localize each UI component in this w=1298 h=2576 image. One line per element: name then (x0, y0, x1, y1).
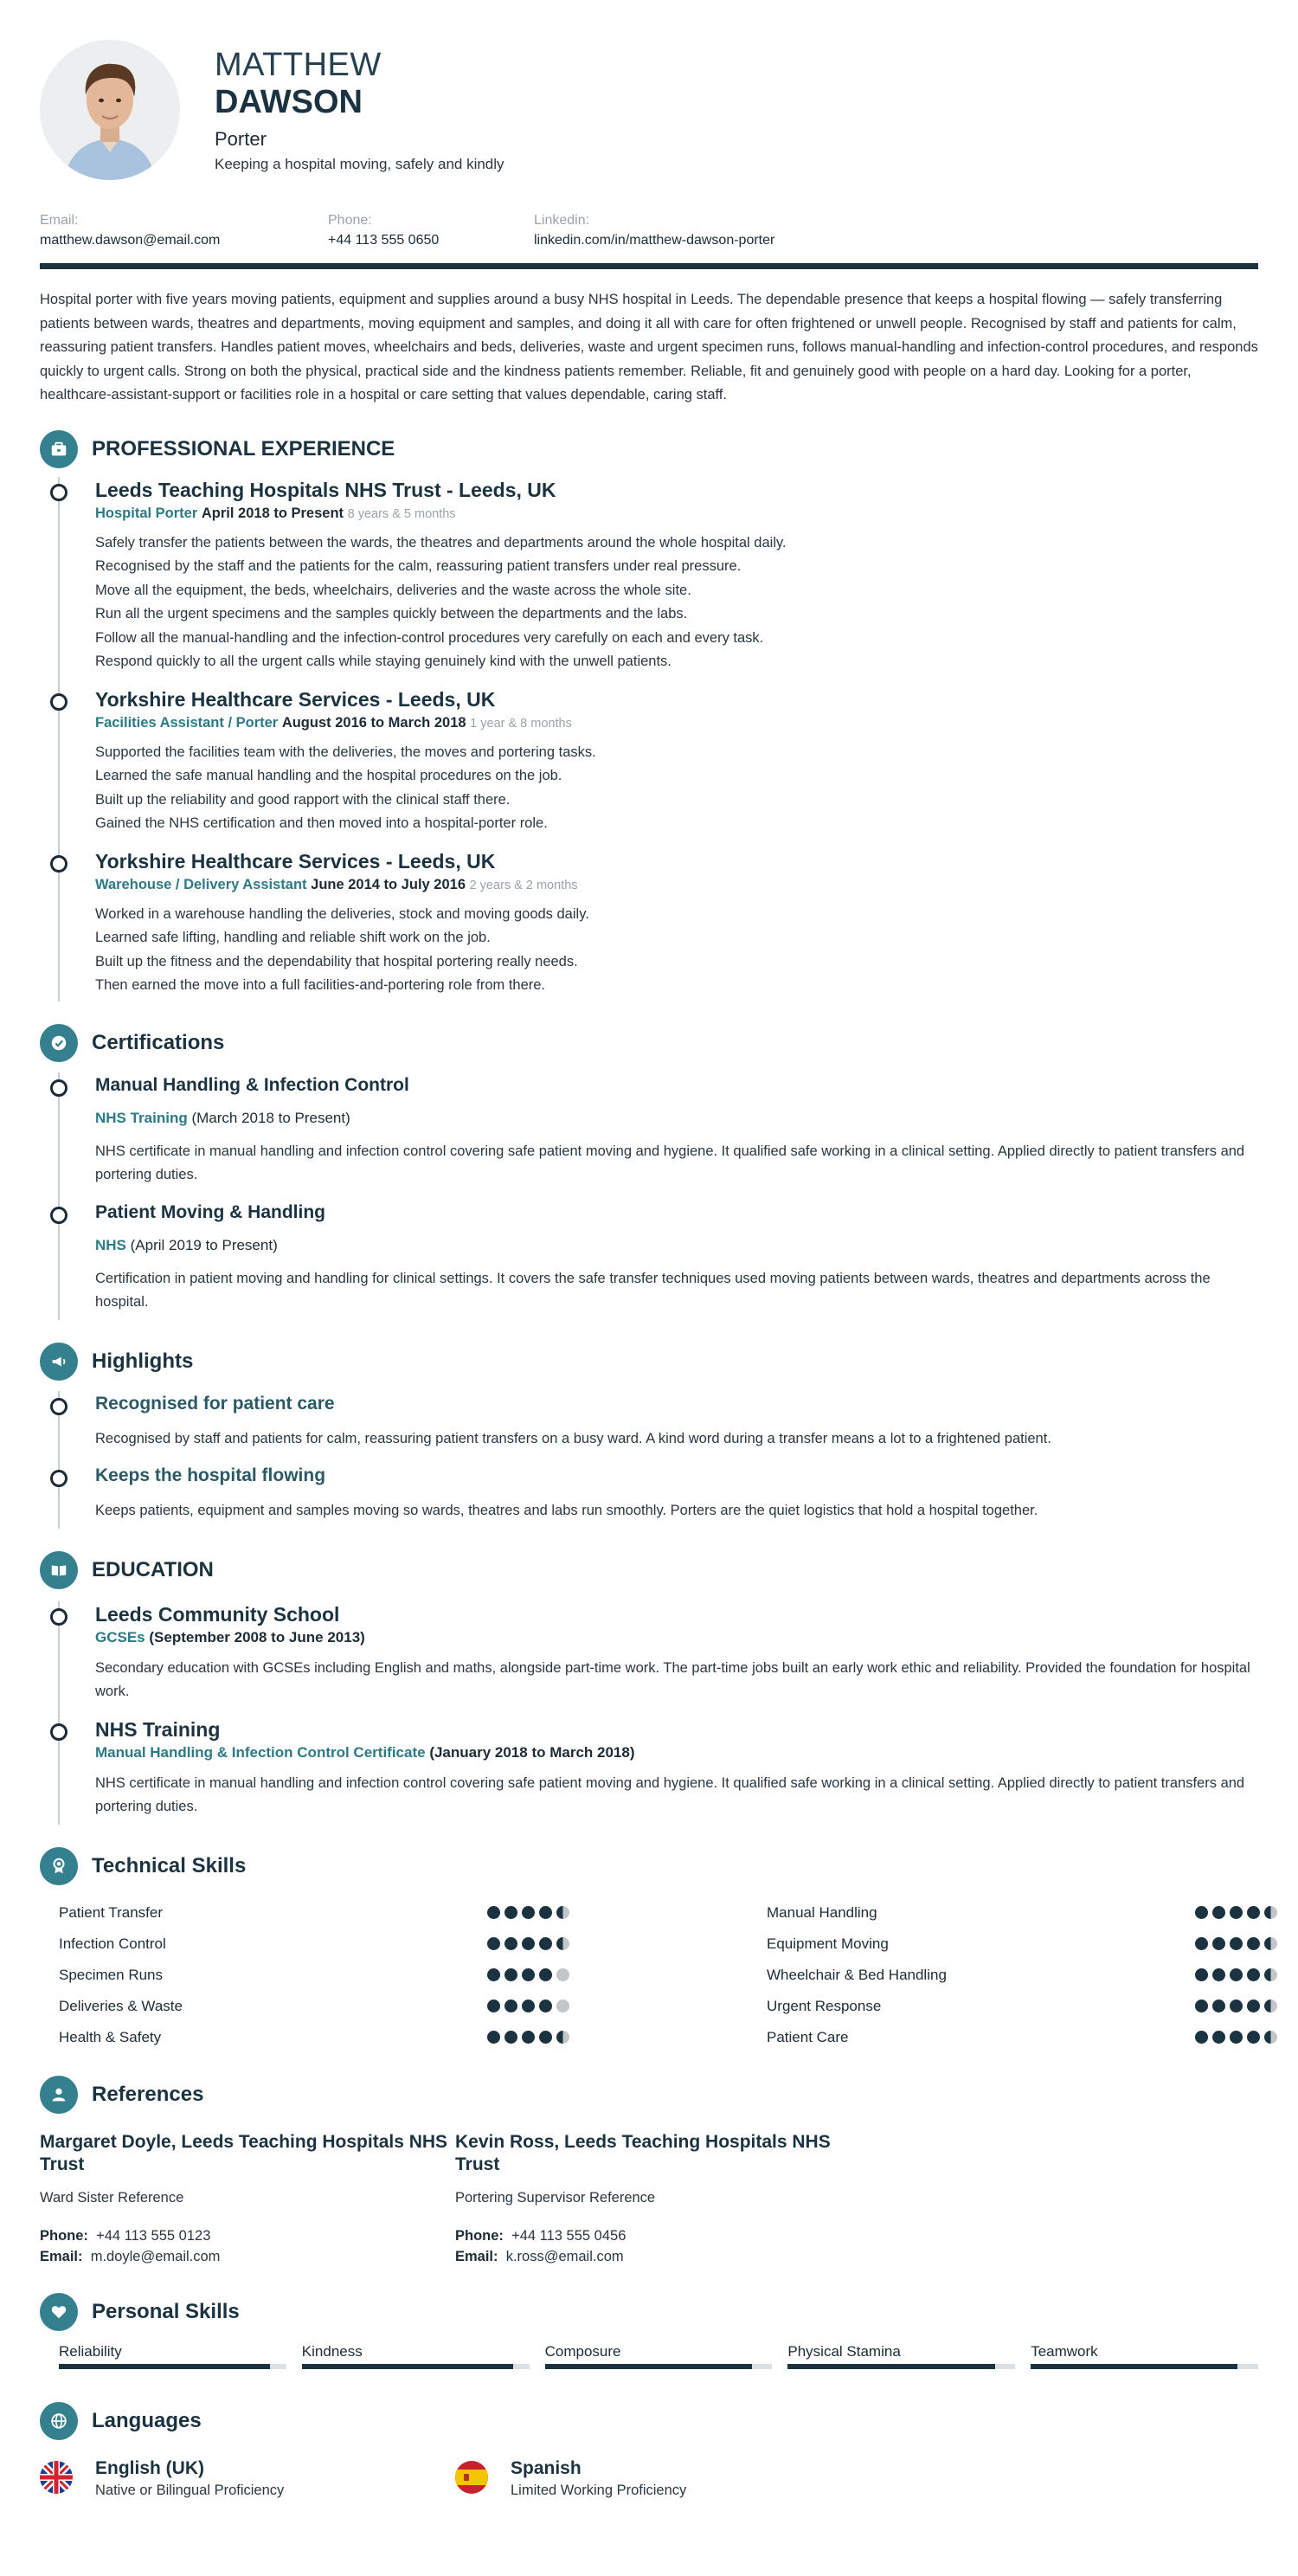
personal-skill (59, 2343, 286, 2369)
contact-email (40, 211, 328, 251)
phone-label: Phone: (328, 213, 372, 228)
issuer: NHS (95, 1236, 126, 1253)
section-title: Technical Skills (92, 1853, 247, 1877)
rating-dot (504, 1906, 517, 1919)
rating-dot (1212, 1968, 1225, 1981)
timeline-dot (50, 1470, 67, 1487)
spain-flag-icon (455, 2461, 488, 2494)
certification-issuer (95, 1107, 1258, 1130)
languages-section (40, 2402, 1258, 2501)
dates: (September 2008 to June 2013) (149, 1628, 365, 1645)
section-title: Certifications (92, 1030, 225, 1054)
issuer: NHS Training (95, 1109, 188, 1126)
personal-skills-list (40, 2343, 1258, 2369)
experience-section (40, 430, 1258, 1001)
skill-rating (487, 1968, 569, 1981)
highlight-entry (40, 1391, 1258, 1464)
skill-row (767, 1929, 1277, 1960)
highlight-description: Keeps patients, equipment and samples moving so wards, theatres and labs run smoothly. Porters are the quiet logistics that hold a hospital together. (95, 1503, 1038, 1518)
personal-skill (1031, 2343, 1258, 2369)
timeline-dot (50, 1608, 67, 1626)
school: Leeds Community School (95, 1602, 340, 1626)
reference-phone-line (455, 2225, 871, 2246)
bullet: Then earned the move into a full facilities-and-portering role from there. (95, 977, 546, 993)
position: Hospital Porter (95, 505, 198, 521)
skill-row (59, 1897, 569, 1929)
personal-skill (545, 2343, 773, 2369)
uk-flag-icon (40, 2461, 73, 2494)
rating-dot (487, 1937, 500, 1950)
certification-entry (40, 1072, 1258, 1200)
bullet: Learned safe lifting, handling and reliable shift work on the job. (95, 930, 491, 945)
briefcase-icon (40, 430, 78, 468)
section-header (40, 2293, 1258, 2331)
rating-dot (1247, 2000, 1260, 2012)
award-ribbon-icon (40, 1847, 78, 1885)
skill-name: Specimen Runs (59, 1966, 164, 1983)
rating-dot (539, 1906, 552, 1919)
bullet: Follow all the manual-handling and the infection-control procedures very carefully on each and every task. (95, 629, 764, 646)
bullet: Built up the fitness and the dependability that hospital portering really needs. (95, 953, 578, 969)
reference-entry (455, 2131, 871, 2267)
skill-rating (487, 2000, 569, 2012)
contact-linkedin (534, 211, 774, 251)
timeline-dot (50, 484, 67, 501)
bullet: Safely transfer the patients between the wards, the theatres and departments around the whole hospital daily. (95, 534, 787, 551)
position: Warehouse / Delivery Assistant (95, 876, 307, 892)
job-meta (95, 712, 1258, 734)
name-block (215, 47, 504, 173)
reference-phone-line (40, 2225, 455, 2246)
certifications-section (40, 1024, 1258, 1320)
rating-dot (487, 2031, 500, 2044)
personal-skill (302, 2343, 530, 2369)
certification-name: Manual Handling & Infection Control (95, 1074, 409, 1095)
rating-dot (487, 1906, 500, 1919)
personal-skill (787, 2343, 1015, 2369)
rating-dot (556, 1937, 569, 1950)
skill-name: Patient Care (767, 2028, 849, 2045)
highlight-description: Recognised by staff and patients for calm, reassuring patient transfers on a busy ward. A kind word during a transfer means a lot to a frightened patient. (95, 1430, 1051, 1446)
rating-dot (539, 1937, 552, 1950)
summary: Hospital porter with five years moving patients, equipment and supplies around a busy NHS hospital in Leeds. The dependable presence that keeps a hospital flowing — safely transferring patients between wards, theatres and departments, moving equipment and samples, and doing it all with care for often frightened or unwell people. Recognised by staff and patients for calm, reassuring patient transfers. Handles patient moves, wheelchairs and beds, deliveries, waste and urgent specimen runs, follows manual-handling and infection-control procedures, and responds quickly to urgent calls. Strong on both the physical, practical side and the kindness patients remember. Reliable, fit and genuinely good with people on a hard day. Looking for a porter, healthcare-assistant-support or facilities role in a hospital or care setting that values dependable, caring staff. (40, 292, 1258, 402)
avatar (40, 40, 180, 180)
reference-role: Ward Sister Reference (40, 2189, 184, 2206)
skill-row (59, 1991, 569, 2022)
rating-dot (1212, 1906, 1225, 1919)
skill-bar-fill (787, 2364, 994, 2369)
duration: 1 year & 8 months (470, 716, 572, 731)
timeline-dot (50, 1207, 67, 1224)
language-level: Native or Bilingual Proficiency (95, 2482, 285, 2498)
rating-dot (539, 2000, 552, 2012)
linkedin-value[interactable]: linkedin.com/in/matthew-dawson-porter (534, 233, 775, 248)
skill-rating (1195, 1937, 1277, 1950)
rating-dot (504, 1968, 517, 1981)
rating-dot (504, 2000, 517, 2012)
bullet: Recognised by the staff and the patients for the calm, reassuring patient transfers under real pressure. (95, 558, 742, 574)
certification-name: Patient Moving & Handling (95, 1201, 325, 1222)
contact-phone (328, 211, 534, 251)
rating-dot (522, 2000, 535, 2012)
skill-row (59, 1929, 569, 1960)
skill-rating (1195, 1968, 1277, 1981)
certification-entry (40, 1200, 1258, 1320)
skill-row (767, 1960, 1277, 1991)
languages-list (40, 2457, 1258, 2501)
personal-skills-section (40, 2293, 1258, 2369)
rating-dot (1212, 1937, 1225, 1950)
degree: GCSEs (95, 1628, 145, 1645)
skill-bar (302, 2364, 530, 2369)
last-name: DAWSON (215, 84, 363, 120)
references-list (40, 2131, 1258, 2267)
rating-dot (1247, 1937, 1260, 1950)
reference-entry (40, 2131, 455, 2267)
bullet: Respond quickly to all the urgent calls while staying genuinely kind with the unwell patients. (95, 654, 671, 669)
email-label: Email: (40, 2248, 83, 2264)
rating-dot (1230, 1906, 1243, 1919)
bullet: Gained the NHS certification and then moved into a hospital-porter role. (95, 815, 548, 831)
skill-rating (487, 1937, 569, 1950)
rating-dot (1264, 2000, 1277, 2012)
bullet: Worked in a warehouse handling the deliveries, stock and moving goods daily. (95, 905, 589, 922)
rating-dot (556, 2031, 569, 2044)
certifications-timeline (40, 1072, 1258, 1320)
rating-dot (487, 1968, 500, 1981)
rating-dot (556, 2000, 569, 2012)
skill-row (767, 1991, 1277, 2022)
skill-row (767, 2022, 1277, 2053)
dates: August 2016 to March 2018 (281, 714, 466, 731)
rating-dot (1212, 2000, 1225, 2012)
megaphone-icon (40, 1343, 78, 1381)
job-entry (40, 848, 1258, 1001)
skill-bar (787, 2364, 1015, 2369)
language-entry (455, 2457, 871, 2501)
heart-icon (40, 2293, 78, 2331)
experience-timeline (40, 477, 1258, 1001)
personal-skill-name: Reliability (59, 2342, 122, 2360)
rating-dot (522, 1937, 535, 1950)
header-divider (40, 263, 1258, 269)
rating-dot (1195, 1968, 1208, 1981)
dates: April 2018 to Present (201, 505, 344, 521)
rating-dot (1195, 2031, 1208, 2044)
rating-dot (504, 1937, 517, 1950)
phone-label: Phone: (455, 2227, 504, 2244)
personal-skill-name: Composure (544, 2342, 621, 2360)
rating-dot (522, 1906, 535, 1919)
book-icon (40, 1551, 78, 1589)
globe-icon (40, 2402, 78, 2440)
section-title: Languages (92, 2408, 202, 2432)
timeline-dot (50, 1723, 67, 1741)
personal-skill-name: Kindness (301, 2342, 363, 2360)
skill-name: Equipment Moving (767, 1935, 889, 1952)
skill-name: Infection Control (59, 1935, 166, 1952)
job-bullets (95, 531, 1258, 674)
email-label: Email: (40, 213, 79, 228)
rating-dot (1195, 1906, 1208, 1919)
person-icon (40, 2076, 78, 2114)
reference-email-line (40, 2246, 455, 2267)
timeline-dot (50, 855, 67, 873)
section-header (40, 430, 1258, 468)
language-text (95, 2457, 284, 2501)
skill-bar-fill (545, 2364, 752, 2369)
badge-check-icon (40, 1024, 78, 1062)
personal-skill-name: Teamwork (1031, 2342, 1098, 2360)
rating-dot (1212, 2031, 1225, 2044)
header (40, 40, 1258, 180)
bullet: Built up the reliability and good rapport with the clinical staff there. (95, 791, 511, 808)
contact-bar (40, 211, 1258, 251)
first-name: MATTHEW (215, 47, 382, 83)
education-entry (40, 1716, 1258, 1825)
school: NHS Training (95, 1717, 221, 1741)
rating-dot (487, 2000, 500, 2012)
skill-rating (1195, 2031, 1277, 2044)
technical-skills-section (40, 1847, 1258, 2053)
section-header (40, 1551, 1258, 1589)
rating-dot (1230, 2000, 1243, 2012)
linkedin-label: Linkedin: (534, 213, 590, 228)
skill-name: Health & Safety (59, 2028, 162, 2045)
section-title: References (92, 2082, 204, 2106)
tagline: Keeping a hospital moving, safely and kindly (215, 156, 504, 172)
skill-row (59, 1960, 569, 1991)
reference-email[interactable]: m.doyle@email.com (90, 2248, 221, 2264)
employer: Leeds Teaching Hospitals NHS Trust - Leeds, UK (95, 478, 556, 501)
rating-dot (1247, 1968, 1260, 1981)
rating-dot (1264, 1937, 1277, 1950)
dates: June 2014 to July 2016 (311, 876, 466, 892)
reference-role: Portering Supervisor Reference (455, 2189, 656, 2206)
reference-contact (40, 2225, 455, 2267)
rating-dot (1247, 1906, 1260, 1919)
employer: Yorkshire Healthcare Services - Leeds, UK (95, 687, 496, 711)
language-name: English (UK) (95, 2457, 204, 2478)
section-title: EDUCATION (92, 1557, 214, 1581)
section-header (40, 2076, 1258, 2114)
reference-email[interactable]: k.ross@email.com (505, 2248, 624, 2264)
rating-dot (522, 2031, 535, 2044)
reference-name: Kevin Ross, Leeds Teaching Hospitals NHS Trust (455, 2131, 831, 2174)
skill-rating (1195, 1906, 1277, 1919)
bullet: Move all the equipment, the beds, wheelchairs, deliveries and the waste across the whole site. (95, 582, 691, 598)
skill-bar-fill (1031, 2364, 1237, 2369)
job-meta (95, 874, 1258, 896)
skills-grid (40, 1897, 1258, 2053)
skill-name: Deliveries & Waste (59, 1997, 183, 2014)
reference-email-line (455, 2246, 871, 2267)
rating-dot (1264, 1968, 1277, 1981)
skill-name: Patient Transfer (59, 1903, 164, 1921)
skill-row (59, 2022, 569, 2053)
dates: (April 2019 to Present) (130, 1236, 278, 1253)
rating-dot (539, 1968, 552, 1981)
email-value[interactable]: matthew.dawson@email.com (40, 233, 221, 248)
rating-dot (1195, 2000, 1208, 2012)
rating-dot (1230, 1968, 1243, 1981)
highlights-section (40, 1343, 1258, 1529)
highlight-title: Recognised for patient care (95, 1393, 335, 1414)
timeline-dot (50, 1398, 67, 1415)
rating-dot (1247, 2031, 1260, 2044)
skill-bar (545, 2364, 773, 2369)
skill-bar (1031, 2364, 1258, 2369)
skill-name: Urgent Response (767, 1997, 882, 2014)
employer: Yorkshire Healthcare Services - Leeds, UK (95, 849, 496, 873)
reference-phone[interactable]: +44 113 555 0123 (96, 2227, 211, 2244)
skill-bar (59, 2364, 286, 2369)
bullet: Learned the safe manual handling and the hospital procedures on the job. (95, 768, 562, 783)
rating-dot (1195, 1937, 1208, 1950)
education-meta (95, 1742, 1258, 1763)
highlights-timeline (40, 1391, 1258, 1529)
position: Facilities Assistant / Porter (95, 714, 279, 731)
education-description: NHS certificate in manual handling and infection control covering safe patient moving and hygiene. It qualified safe working in a clinical setting. Applied directly to patient transfers and portering duties. (95, 1774, 1245, 1814)
rating-dot (556, 1968, 569, 1981)
timeline-dot (50, 1079, 67, 1097)
dates: (March 2018 to Present) (191, 1109, 350, 1126)
reference-phone[interactable]: +44 113 555 0456 (511, 2227, 627, 2244)
reference-contact (455, 2225, 871, 2267)
skill-name: Manual Handling (767, 1903, 877, 1921)
section-title: Highlights (92, 1349, 194, 1373)
language-level: Limited Working Proficiency (511, 2482, 687, 2498)
rating-dot (1264, 1906, 1277, 1919)
education-meta (95, 1627, 1258, 1648)
certification-description: Certification in patient moving and handling for clinical settings. It covers the safe transfer techniques used moving patients between wards, theatres and departments across the hospital. (95, 1270, 1211, 1310)
skill-rating (1195, 2000, 1277, 2012)
job-entry (40, 477, 1258, 686)
skill-rating (487, 1906, 569, 1919)
section-title: Personal Skills (92, 2299, 240, 2323)
certification-issuer (95, 1234, 1258, 1257)
rating-dot (556, 1906, 569, 1919)
language-entry (40, 2457, 455, 2501)
phone-label: Phone: (40, 2227, 88, 2244)
certification-description: NHS certificate in manual handling and infection control covering safe patient moving and hygiene. It qualified safe working in a clinical setting. Applied directly to patient transfers and portering duties. (95, 1143, 1245, 1182)
section-header (40, 1343, 1258, 1381)
bullet: Supported the facilities team with the deliveries, the moves and portering tasks. (95, 744, 596, 760)
rating-dot (1230, 2031, 1243, 2044)
rating-dot (1230, 1937, 1243, 1950)
skill-name: Wheelchair & Bed Handling (767, 1966, 947, 1983)
job-bullets (95, 741, 1258, 836)
skill-row (767, 1897, 1277, 1929)
job-meta (95, 503, 1258, 525)
references-section (40, 2076, 1258, 2267)
language-name: Spanish (511, 2457, 582, 2478)
skill-rating (487, 2031, 569, 2044)
job-role: Porter (215, 128, 267, 150)
education-timeline (40, 1601, 1258, 1825)
section-header (40, 1847, 1258, 1885)
highlight-title: Keeps the hospital flowing (95, 1465, 326, 1485)
timeline-dot (50, 693, 67, 711)
email-label: Email: (455, 2248, 498, 2264)
degree: Manual Handling & Infection Control Certificate (95, 1743, 426, 1761)
section-header (40, 1024, 1258, 1062)
portrait-image (40, 40, 180, 180)
dates: (January 2018 to March 2018) (429, 1743, 635, 1761)
language-text (511, 2457, 686, 2501)
duration: 8 years & 5 months (347, 506, 456, 521)
skill-bar-fill (59, 2364, 270, 2369)
duration: 2 years & 2 months (469, 878, 578, 892)
rating-dot (539, 2031, 552, 2044)
personal-skill-name: Physical Stamina (787, 2342, 901, 2360)
education-entry (40, 1601, 1258, 1716)
highlight-entry (40, 1463, 1258, 1529)
education-section (40, 1551, 1258, 1825)
rating-dot (1264, 2031, 1277, 2044)
skill-bar-fill (302, 2364, 513, 2369)
rating-dot (504, 2031, 517, 2044)
bullet: Run all the urgent specimens and the samples quickly between the departments and the labs. (95, 606, 688, 621)
job-entry (40, 686, 1258, 848)
education-description: Secondary education with GCSEs including English and maths, alongside part-time work. The part-time jobs built an early work ethic and reliability. Provided the foundation for hospital work. (95, 1659, 1250, 1699)
rating-dot (522, 1968, 535, 1981)
phone-value[interactable]: +44 113 555 0650 (328, 233, 440, 248)
job-bullets (95, 903, 1258, 998)
reference-name: Margaret Doyle, Leeds Teaching Hospitals NHS Trust (40, 2131, 448, 2174)
section-header (40, 2402, 1258, 2440)
section-title: PROFESSIONAL EXPERIENCE (92, 436, 395, 460)
